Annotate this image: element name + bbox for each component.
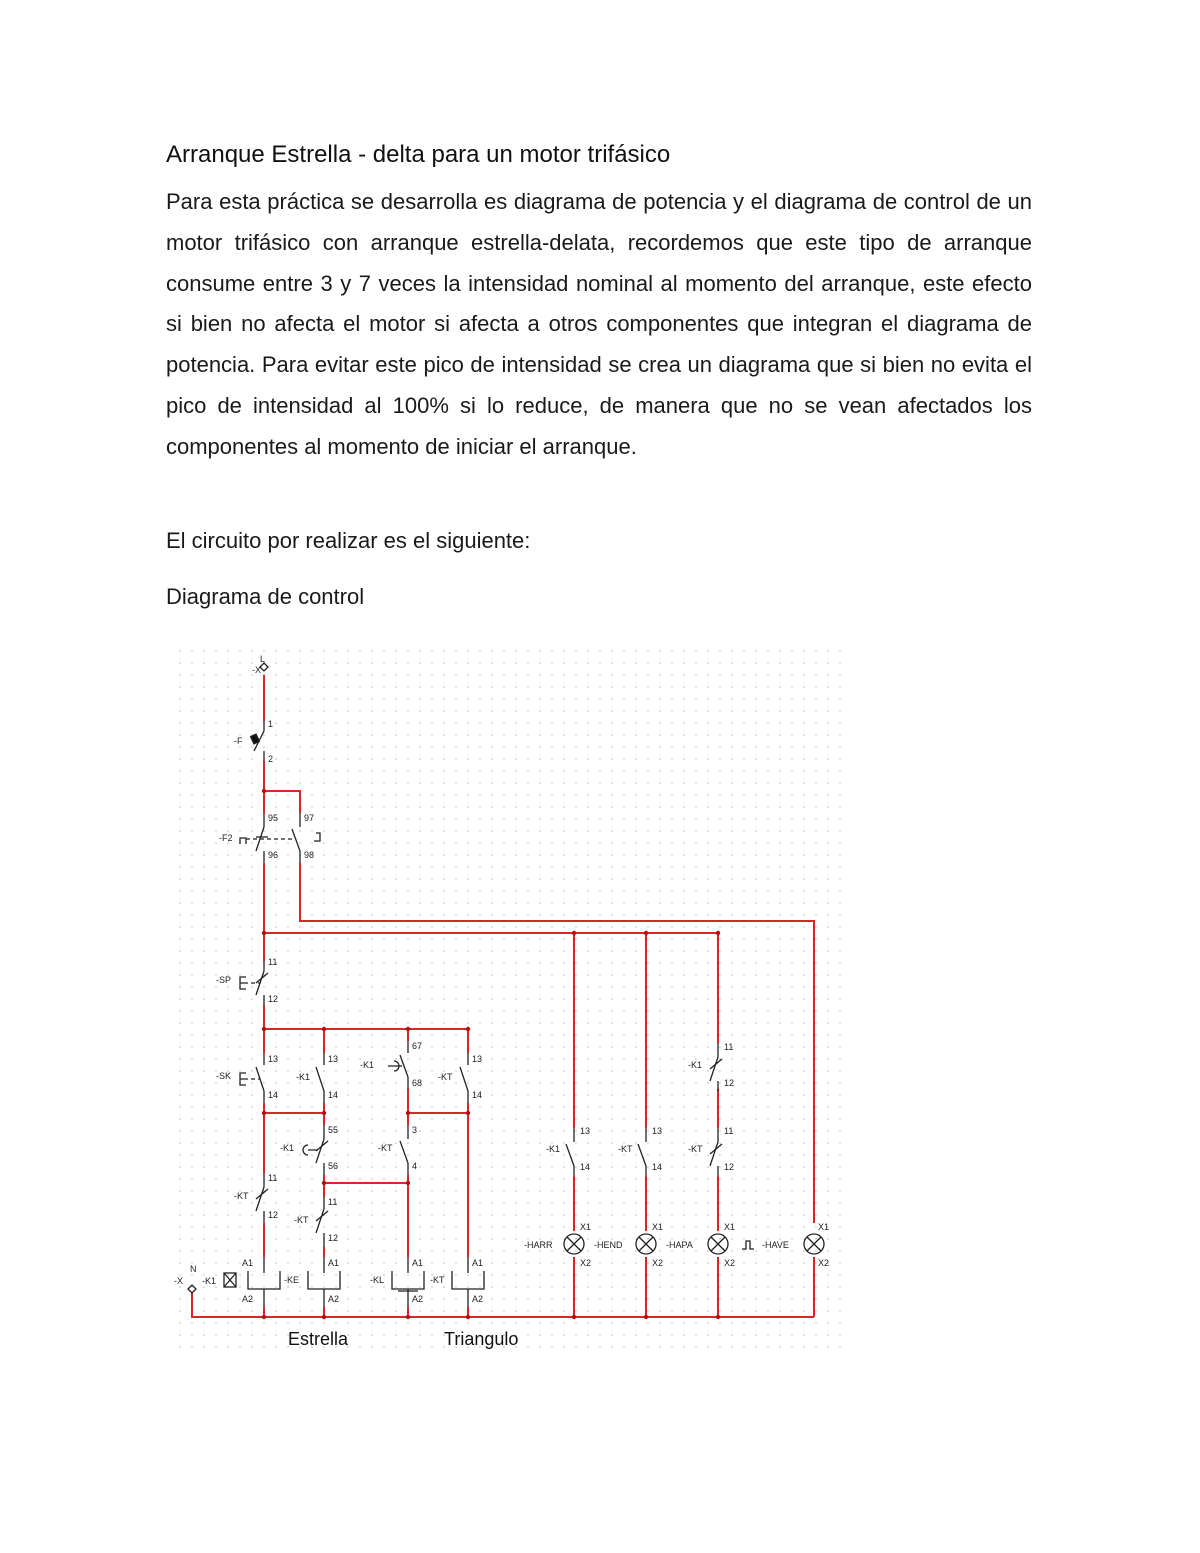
- k1-coil-a2: A2: [242, 1294, 254, 1304]
- t55-label: 55: [328, 1125, 339, 1135]
- k1-t13: 13: [328, 1054, 339, 1064]
- junction-15: [262, 1315, 266, 1319]
- junction-11: [406, 1111, 410, 1115]
- t2-label: 2: [268, 754, 274, 764]
- kl-coil-tag: -KL: [370, 1275, 385, 1285]
- control-diagram: [172, 643, 842, 1358]
- k1-tag-b: -K1: [360, 1060, 375, 1070]
- f2-tag: -F2: [219, 833, 233, 843]
- kt-tag-b: -KT: [378, 1143, 393, 1153]
- lamp3-k1-t11: 11: [724, 1042, 734, 1052]
- intro-paragraph: Para esta práctica se desarrolla es diagrama de potencia y el diagrama de control de un motor trifásico con arranque estrella-delata, recordemos que este tipo de arranque consume entre 3 y 7 veces la intensidad nominal al momento del arranque, este efecto si bien no afecta el motor si afecta a otros componentes que integran el diagrama de potencia. Para evitar este pico de intensidad se crea un diagrama que si bien no evita el pico de intensidad al 100% si lo reduce, de manera que no se vean afectados los componentes al momento de iniciar el arranque.: [166, 189, 1032, 459]
- junction-20: [644, 1315, 648, 1319]
- kt-coil-a1: A1: [472, 1258, 484, 1268]
- kt-t14: 14: [472, 1090, 483, 1100]
- sp-t11: 11: [268, 957, 278, 967]
- harr-x1: X1: [580, 1222, 592, 1232]
- t97-label: 97: [304, 813, 315, 823]
- t4-label: 4: [412, 1161, 418, 1171]
- kt-tag-a: -KT: [438, 1072, 453, 1082]
- kt-coil-tag: -KT: [430, 1275, 445, 1285]
- hend-x1: X1: [724, 1222, 736, 1232]
- page-title: Arranque Estrella - delta para un motor trifásico: [166, 141, 671, 168]
- lamp3-k1-tag: -K1: [688, 1060, 703, 1070]
- junction-16: [322, 1315, 326, 1319]
- junction-3: [644, 931, 648, 935]
- junction-7: [406, 1027, 410, 1031]
- kt-tag-d: -KT: [294, 1215, 309, 1225]
- kt2-t11: 11: [328, 1197, 338, 1207]
- l-tag: L: [260, 654, 266, 664]
- have-tag: -HAVE: [762, 1240, 789, 1250]
- harr-x2: X2: [580, 1258, 592, 1268]
- sp-t12: 12: [268, 994, 279, 1004]
- xn-tag: -X: [174, 1276, 183, 1286]
- junction-21: [716, 1315, 720, 1319]
- t67-label: 67: [412, 1041, 423, 1051]
- t95-label: 95: [268, 813, 279, 823]
- diagram-heading: Diagrama de control: [166, 584, 365, 609]
- junction-12: [466, 1111, 470, 1115]
- hend-tag: -HEND: [594, 1240, 623, 1250]
- sk-t13: 13: [268, 1054, 279, 1064]
- t3-label: 3: [412, 1125, 418, 1135]
- lamp3-kt-tag: -KT: [688, 1144, 703, 1154]
- lamp1-t14: 14: [580, 1162, 591, 1172]
- circuit-intro-text: El circuito por realizar es el siguiente:: [166, 528, 531, 553]
- t68-label: 68: [412, 1078, 423, 1088]
- ke-coil-a1: A1: [328, 1258, 340, 1268]
- x-tag: -X: [252, 665, 261, 675]
- kt2-t12: 12: [328, 1233, 339, 1243]
- hapa-x2: X2: [652, 1258, 664, 1268]
- kt1-t12: 12: [268, 1210, 279, 1220]
- k1-tag-a: -K1: [296, 1072, 311, 1082]
- kl-coil-a1: A1: [412, 1258, 424, 1268]
- k1-t14: 14: [328, 1090, 339, 1100]
- junction-5: [262, 1027, 266, 1031]
- kt-t13: 13: [472, 1054, 483, 1064]
- ke-coil-a2: A2: [328, 1294, 340, 1304]
- k1-coil-tag: -K1: [202, 1276, 217, 1286]
- junction-4: [716, 931, 720, 935]
- have-x1: X1: [818, 1222, 830, 1232]
- lamp3-kt-t12: 12: [724, 1162, 735, 1172]
- f-tag: -F: [234, 736, 243, 746]
- lamp3-kt-t11: 11: [724, 1126, 734, 1136]
- junction-13: [322, 1181, 326, 1185]
- junction-0: [262, 789, 266, 793]
- ke-coil-tag: -KE: [284, 1275, 300, 1285]
- lamp1-t13: 13: [580, 1126, 591, 1136]
- junction-2: [572, 931, 576, 935]
- hapa-x1: X1: [652, 1222, 664, 1232]
- junction-14: [406, 1181, 410, 1185]
- t98-label: 98: [304, 850, 315, 860]
- n-tag: N: [190, 1264, 197, 1274]
- junction-8: [466, 1027, 470, 1031]
- lamp3-k1-t12: 12: [724, 1078, 735, 1088]
- kt-tag-c: -KT: [234, 1191, 249, 1201]
- kl-coil-a2: A2: [412, 1294, 424, 1304]
- sk-t14: 14: [268, 1090, 279, 1100]
- k1-coil-a1: A1: [242, 1258, 254, 1268]
- kt1-t11: 11: [268, 1173, 278, 1183]
- sp-tag: -SP: [216, 975, 232, 985]
- junction-9: [262, 1111, 266, 1115]
- lamp1-k1-tag: -K1: [546, 1144, 561, 1154]
- kt-coil-a2: A2: [472, 1294, 484, 1304]
- lamp2-kt-tag: -KT: [618, 1144, 633, 1154]
- junction-6: [322, 1027, 326, 1031]
- hend-x2: X2: [724, 1258, 736, 1268]
- sk-tag: -SK: [216, 1071, 232, 1081]
- junction-18: [466, 1315, 470, 1319]
- t56-label: 56: [328, 1161, 339, 1171]
- t96-label: 96: [268, 850, 279, 860]
- junction-10: [322, 1111, 326, 1115]
- have-x2: X2: [818, 1258, 830, 1268]
- junction-1: [262, 931, 266, 935]
- lamp2-t14: 14: [652, 1162, 663, 1172]
- star-caption: Estrella: [288, 1329, 349, 1349]
- hapa-tag: -HAPA: [666, 1240, 693, 1250]
- lamp2-t13: 13: [652, 1126, 663, 1136]
- junction-19: [572, 1315, 576, 1319]
- harr-tag: -HARR: [524, 1240, 553, 1250]
- junction-17: [406, 1315, 410, 1319]
- delta-caption: Triangulo: [444, 1329, 519, 1349]
- t1-label: 1: [268, 719, 274, 729]
- k1-tag-c: -K1: [280, 1143, 295, 1153]
